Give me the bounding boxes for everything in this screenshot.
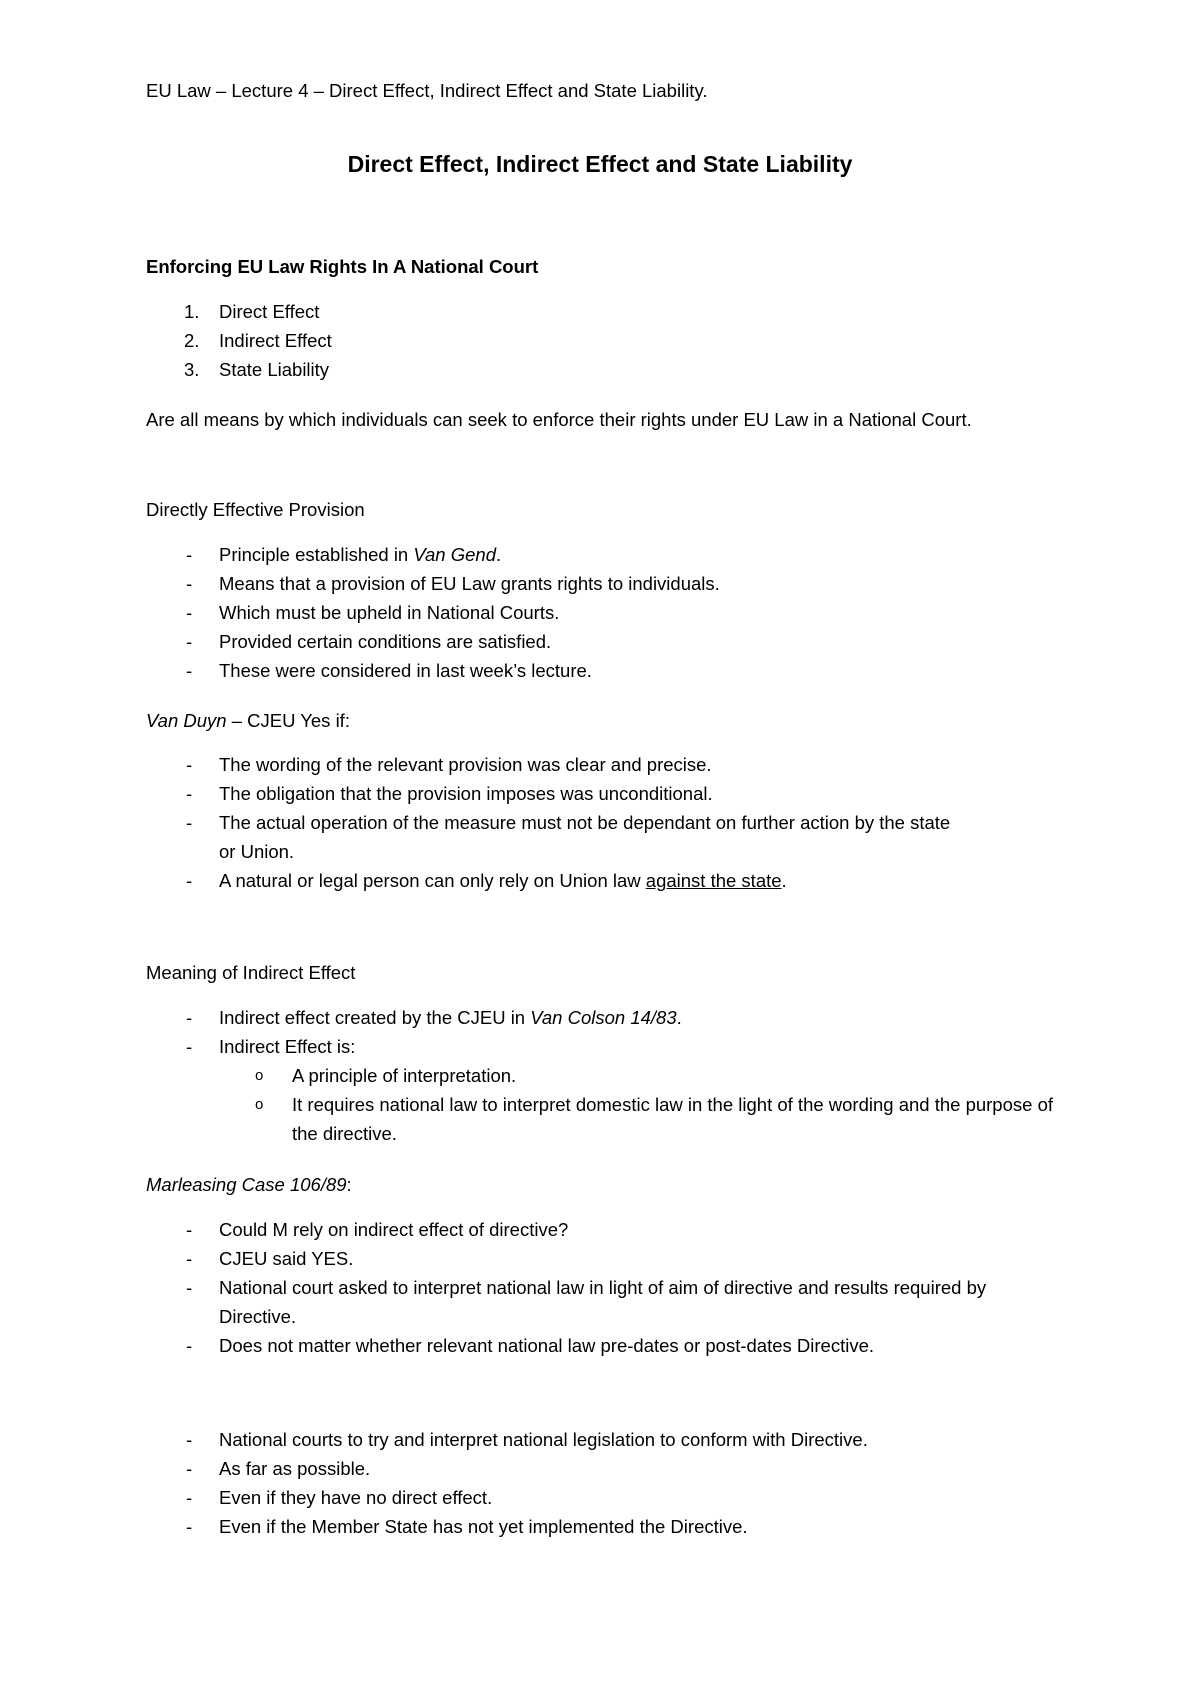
dash-bullet: - <box>186 783 193 804</box>
list-item-text: Indirect Effect is: <box>219 1036 356 1057</box>
list-number: 1. <box>184 301 200 322</box>
list-item <box>146 1483 1076 1512</box>
dash-bullet: - <box>186 660 193 681</box>
list-number: 2. <box>184 330 200 351</box>
dash-bullet: - <box>186 602 193 623</box>
section-heading-enforcing: Enforcing EU Law Rights In A National Court <box>146 256 539 277</box>
dash-bullet: - <box>186 544 193 565</box>
list-item <box>146 1425 1076 1454</box>
list-item <box>146 1454 1076 1483</box>
list-item <box>146 1032 1076 1148</box>
marleasing-dash-list <box>146 1215 1076 1360</box>
list-item: - A natural or legal person can only rely on Union law against the state. <box>146 866 1076 895</box>
list-item <box>146 1331 1076 1360</box>
running-header: EU Law – Lecture 4 – Direct Effect, Indirect Effect and State Liability. <box>146 80 708 101</box>
list-item <box>146 326 1076 355</box>
list-item <box>146 1244 1076 1273</box>
list-item-text: Provided certain conditions are satisfied. <box>219 631 552 652</box>
circle-bullet: o <box>255 1096 264 1113</box>
dash-bullet: - <box>186 1036 193 1057</box>
list-item-text: The wording of the relevant provision was clear and precise. <box>219 754 712 775</box>
underlined-phrase: against the state <box>645 870 782 891</box>
document-title: Direct Effect, Indirect Effect and State Liability <box>347 151 853 177</box>
list-item-text: As far as possible. <box>219 1458 371 1479</box>
list-item <box>146 627 1076 656</box>
section-heading-direct: Directly Effective Provision <box>146 499 365 520</box>
dash-bullet: - <box>186 1007 193 1028</box>
indirect-sublist <box>219 1061 1076 1148</box>
list-item-text: Means that a provision of EU Law grants rights to individuals. <box>219 573 720 594</box>
list-item-text: Even if they have no direct effect. <box>219 1487 493 1508</box>
dash-bullet: - <box>186 754 193 775</box>
list-item-text: These were considered in last week’s lecture. <box>219 660 592 681</box>
dash-bullet: - <box>186 1248 193 1269</box>
dash-bullet: - <box>186 573 193 594</box>
list-item-text: Indirect Effect <box>219 330 332 351</box>
list-item-text: CJEU said YES. <box>219 1248 354 1269</box>
circle-bullet: o <box>255 1067 264 1084</box>
list-item <box>146 569 1076 598</box>
sublist-item-text: It requires national law to interpret domestic law in the light of the wording and the purpose of the directive. <box>292 1094 1053 1144</box>
marleasing-heading: Marleasing Case 106/89: <box>146 1174 352 1195</box>
list-item-text: National courts to try and interpret national legislation to conform with Directive. <box>219 1429 868 1450</box>
sublist-item-text: A principle of interpretation. <box>292 1065 517 1086</box>
dash-bullet: - <box>186 1335 193 1356</box>
list-item-text: Direct Effect <box>219 301 320 322</box>
list-item-text: National court asked to interpret national law in light of aim of directive and results required by Directive. <box>219 1277 987 1327</box>
dash-bullet: - <box>186 1429 193 1450</box>
list-item-text: Even if the Member State has not yet implemented the Directive. <box>219 1516 748 1537</box>
dash-bullet: - <box>186 1458 193 1479</box>
list-number: 3. <box>184 359 200 380</box>
sublist-item <box>219 1061 1076 1090</box>
list-item: - Principle established in Van Gend. <box>146 540 1076 569</box>
dash-bullet: - <box>186 1219 193 1240</box>
enforcing-summary: Are all means by which individuals can seek to enforce their rights under EU Law in a National Court. <box>146 409 972 430</box>
list-item <box>146 1273 1076 1331</box>
list-item <box>146 656 1076 685</box>
list-item <box>146 750 1076 779</box>
list-item <box>146 297 1076 326</box>
enforcing-numbered-list <box>146 297 1076 384</box>
list-item-text: Which must be upheld in National Courts. <box>219 602 560 623</box>
indirect-dash-list <box>146 1003 1076 1148</box>
direct-dash-list <box>146 540 1076 685</box>
sublist-item <box>219 1090 1076 1148</box>
dash-bullet: - <box>186 870 193 891</box>
national-courts-dash-list <box>146 1425 1076 1541</box>
section-heading-indirect: Meaning of Indirect Effect <box>146 962 356 983</box>
dash-bullet: - <box>186 1487 193 1508</box>
van-duyn-dash-list <box>146 750 1076 895</box>
list-item-text: Principle established in <box>219 544 414 565</box>
dash-bullet: - <box>186 1277 193 1298</box>
case-name: Marleasing Case 106/89 <box>146 1174 347 1195</box>
dash-bullet: - <box>186 1516 193 1537</box>
list-item-text: Does not matter whether relevant national law pre-dates or post-dates Directive. <box>219 1335 875 1356</box>
dash-bullet: - <box>186 631 193 652</box>
list-item-text: The actual operation of the measure must not be dependant on further action by the state or Union. <box>219 812 951 862</box>
list-item <box>146 355 1076 384</box>
list-item-text: Could M rely on indirect effect of directive? <box>219 1219 569 1240</box>
list-item-text: Indirect effect created by the CJEU in <box>219 1007 531 1028</box>
list-item-text: A natural or legal person can only rely on Union law <box>219 870 646 891</box>
list-item-text: State Liability <box>219 359 330 380</box>
list-item: - Indirect effect created by the CJEU in Van Colson 14/83. <box>146 1003 1076 1032</box>
van-duyn-heading: Van Duyn – CJEU Yes if: <box>146 710 350 731</box>
list-item <box>146 1215 1076 1244</box>
list-item <box>146 779 1076 808</box>
list-item-text: The obligation that the provision imposes was unconditional. <box>219 783 713 804</box>
list-item <box>146 598 1076 627</box>
case-name: Van Colson 14/83 <box>530 1007 677 1028</box>
case-name: Van Duyn <box>146 710 227 731</box>
case-name: Van Gend <box>413 544 496 565</box>
dash-bullet: - <box>186 812 193 833</box>
list-item <box>146 1512 1076 1541</box>
list-item <box>146 808 1076 866</box>
